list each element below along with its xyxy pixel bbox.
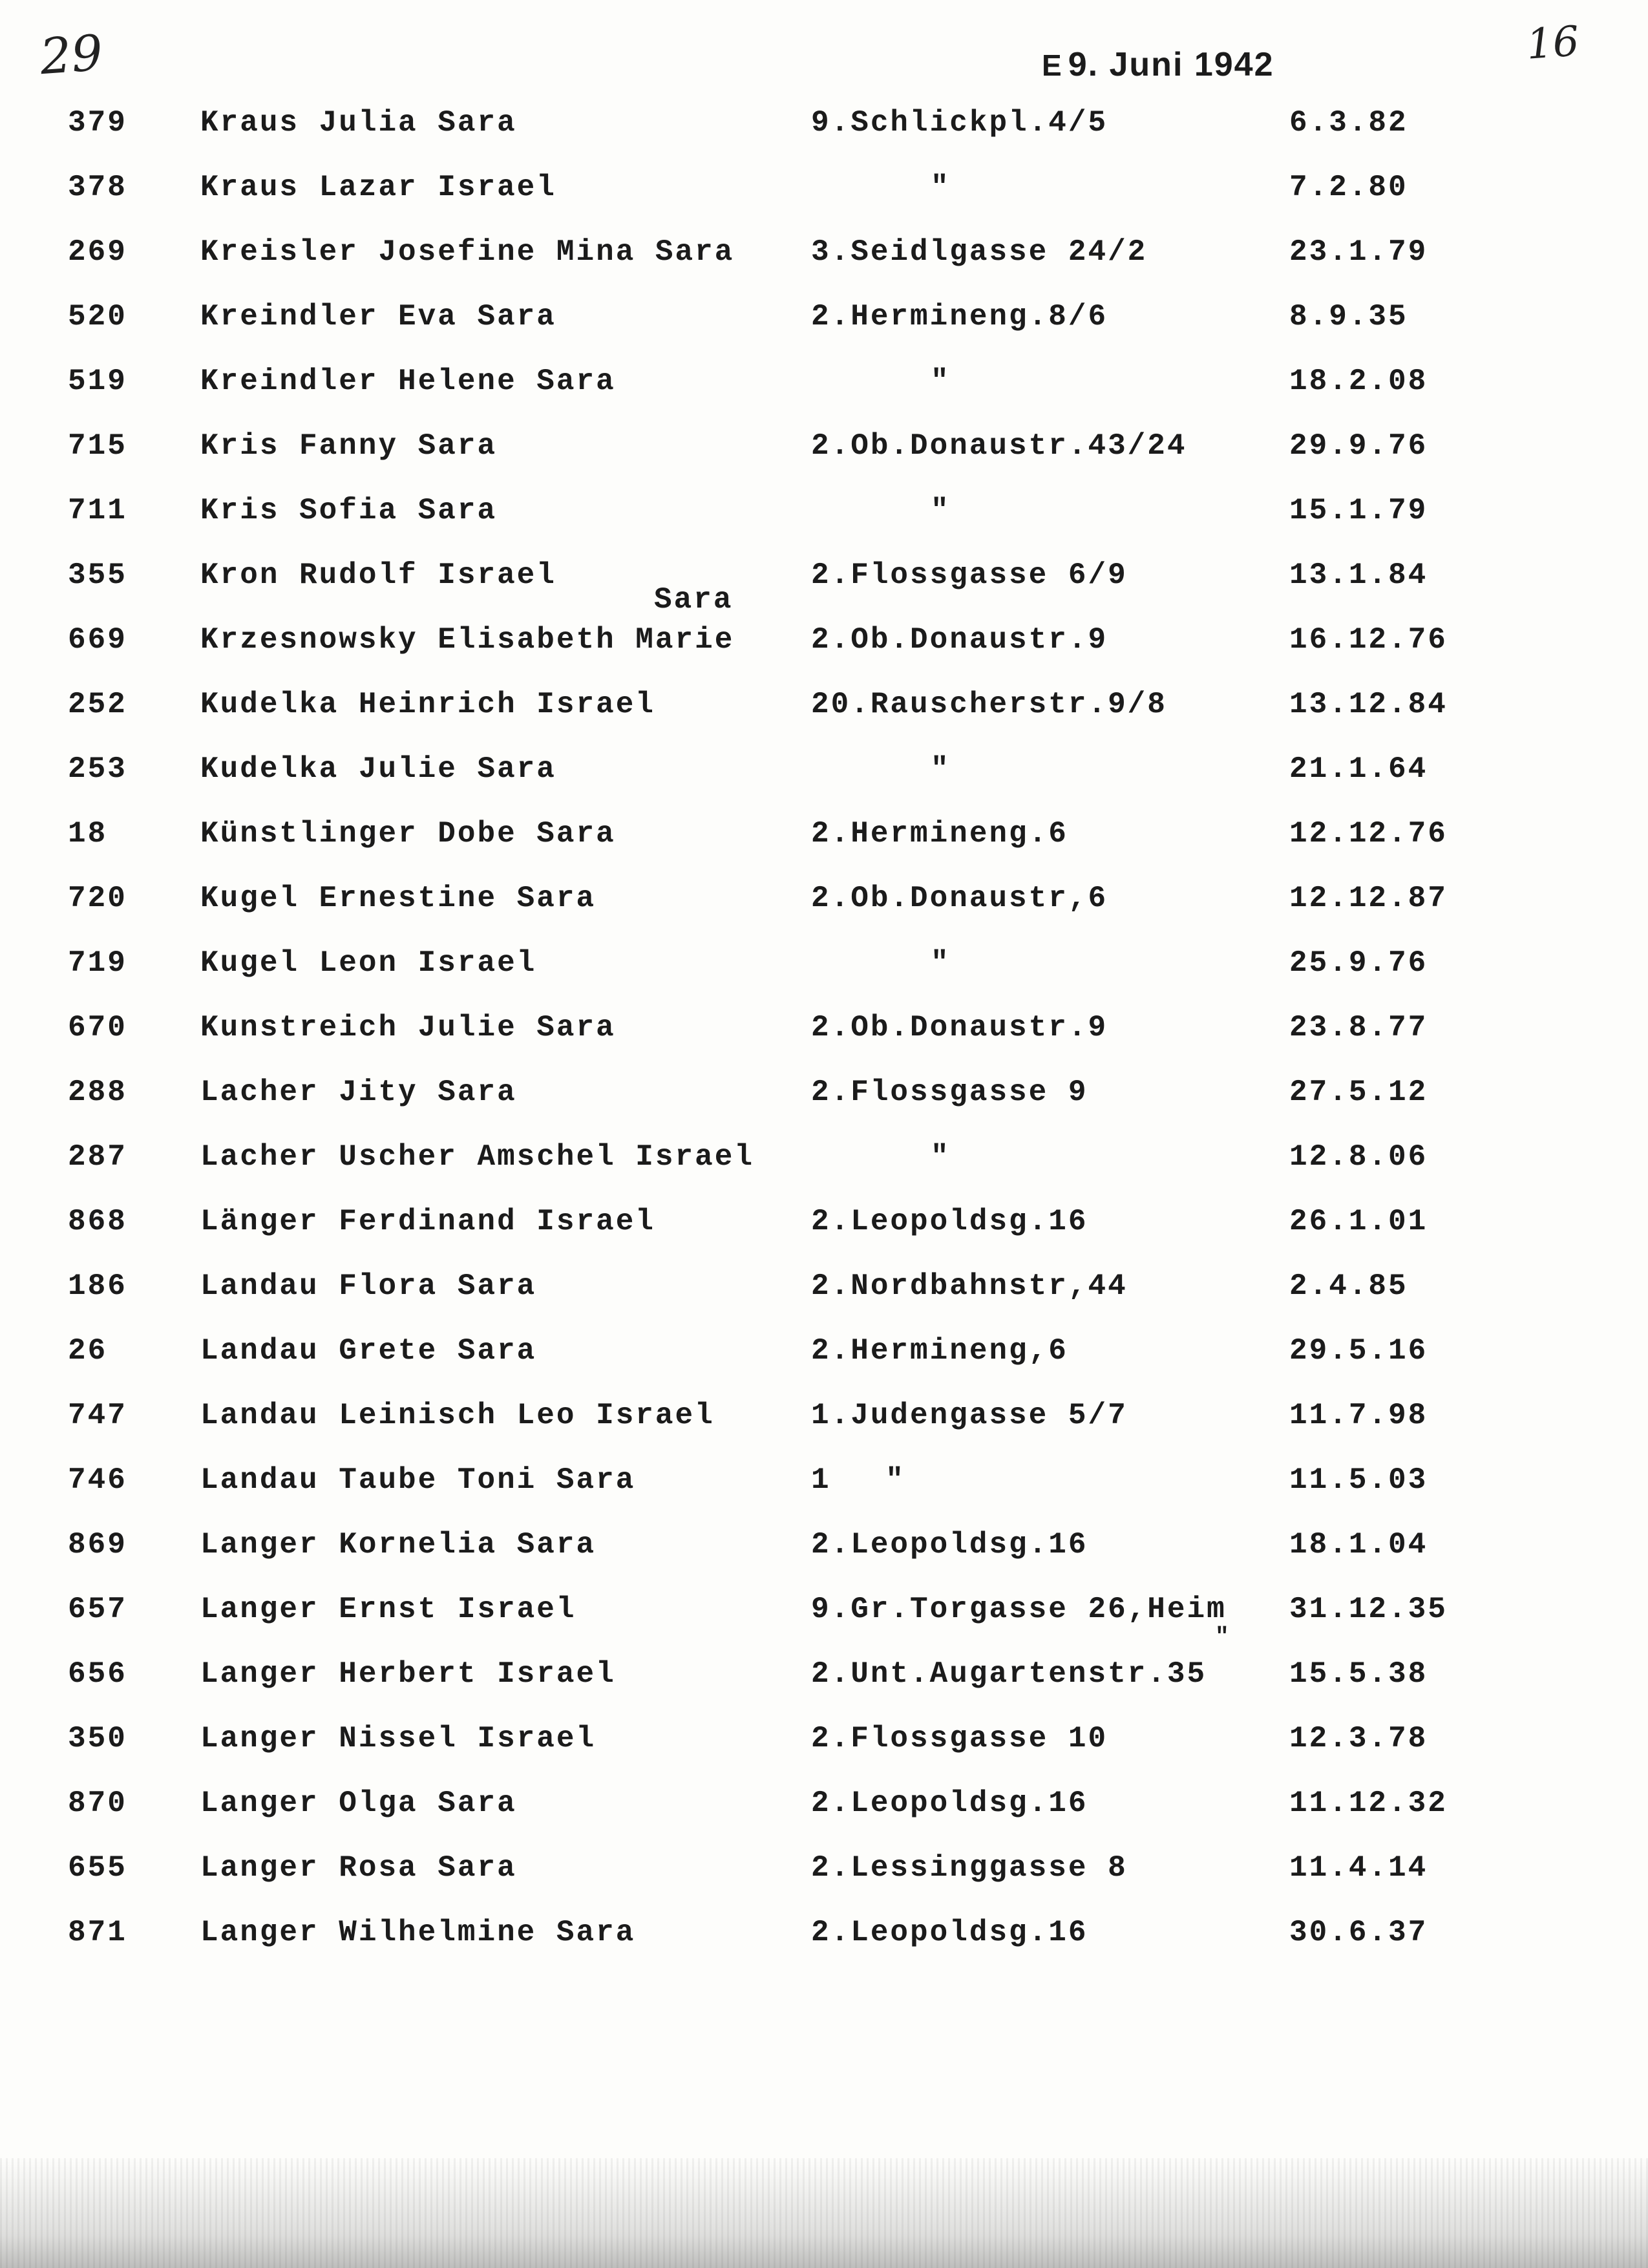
register-row (0, 1907, 1648, 1958)
row-number: 186 (68, 1269, 127, 1303)
person-name: Langer Ernst Israel (200, 1593, 576, 1626)
register-row (0, 420, 1648, 472)
register-row (0, 937, 1648, 989)
stamp-mark: E (1042, 48, 1063, 82)
register-row (0, 1584, 1648, 1635)
register-row (0, 679, 1648, 730)
person-name: Langer Kornelia Sara (200, 1528, 597, 1562)
register-row (0, 1454, 1648, 1506)
person-name: Kunstreich Julie Sara (200, 1011, 616, 1044)
row-number: 656 (68, 1657, 127, 1691)
person-name: Langer Herbert Israel (200, 1657, 616, 1691)
address: 20.Rauscherstr.9/8 (811, 688, 1167, 721)
row-number: 669 (68, 623, 127, 657)
birth-date: 27.5.12 (1289, 1076, 1428, 1109)
address: 2.Ob.Donaustr.9 (811, 623, 1108, 657)
row-number: 288 (68, 1076, 127, 1109)
row-number: 253 (68, 752, 127, 786)
register-row (0, 485, 1648, 536)
person-name: Kraus Lazar Israel (200, 171, 556, 204)
row-number: 868 (68, 1205, 127, 1238)
register-row (0, 226, 1648, 278)
register-row (0, 1002, 1648, 1054)
address: 2.Leopoldsg.16 (811, 1786, 1088, 1820)
row-number: 711 (68, 494, 127, 527)
person-name: Langer Wilhelmine Sara (200, 1916, 636, 1949)
register-row (0, 97, 1648, 149)
register-row (0, 355, 1648, 407)
birth-date: 29.9.76 (1289, 429, 1428, 463)
birth-date: 18.2.08 (1289, 365, 1428, 398)
row-number: 870 (68, 1786, 127, 1820)
birth-date: 11.5.03 (1289, 1463, 1428, 1497)
person-name: Kugel Ernestine Sara (200, 882, 597, 915)
register-row (0, 291, 1648, 343)
row-number: 520 (68, 300, 127, 334)
address: 9.Gr.Torgasse 26,Heim (811, 1593, 1227, 1626)
birth-date: 12.8.06 (1289, 1140, 1428, 1174)
address: 2.Hermineng.8/6 (811, 300, 1108, 334)
birth-date: 7.2.80 (1289, 171, 1408, 204)
birth-date: 12.12.76 (1289, 817, 1448, 851)
birth-date: 30.6.37 (1289, 1916, 1428, 1949)
address: 2.Lessinggasse 8 (811, 1851, 1128, 1885)
row-number: 350 (68, 1722, 127, 1755)
handwritten-page-number: 29 (38, 23, 105, 86)
address: 1 " (811, 1463, 923, 1497)
address: 3.Seidlgasse 24/2 (811, 235, 1148, 269)
register-row (0, 614, 1648, 666)
row-number: 26 (68, 1334, 108, 1368)
person-name: Lacher Jity Sara (200, 1076, 517, 1109)
date-stamp (1042, 45, 1274, 84)
register-row (0, 1842, 1648, 1894)
birth-date: 25.9.76 (1289, 946, 1428, 980)
stamp-date: 9. Juni 1942 (1068, 46, 1274, 83)
address: " (931, 171, 951, 204)
scan-edge (0, 2158, 1648, 2268)
register-row (0, 1648, 1648, 1700)
address: 2.Flossgasse 10 (811, 1722, 1108, 1755)
birth-date: 12.3.78 (1289, 1722, 1428, 1755)
register-row (0, 873, 1648, 924)
person-name: Kron Rudolf Israel (200, 558, 556, 592)
birth-date: 23.8.77 (1289, 1011, 1428, 1044)
birth-date: 13.1.84 (1289, 558, 1428, 592)
person-name: Landau Grete Sara (200, 1334, 537, 1368)
address: 2.Ob.Donaustr.9 (811, 1011, 1108, 1044)
birth-date: 11.7.98 (1289, 1399, 1428, 1432)
row-number: 719 (68, 946, 127, 980)
register-row (0, 1325, 1648, 1377)
birth-date: 18.1.04 (1289, 1528, 1428, 1562)
row-number: 670 (68, 1011, 127, 1044)
register-row (0, 1777, 1648, 1829)
address: 1.Judengasse 5/7 (811, 1399, 1128, 1432)
interlinear-note: Sara (654, 583, 734, 617)
birth-date: 2.4.85 (1289, 1269, 1408, 1303)
address: 2.Leopoldsg.16 (811, 1916, 1088, 1949)
register-row (0, 162, 1648, 213)
birth-date: 15.1.79 (1289, 494, 1428, 527)
address: " (931, 365, 951, 398)
row-number: 269 (68, 235, 127, 269)
address: 2.Hermineng,6 (811, 1334, 1068, 1368)
person-name: Landau Taube Toni Sara (200, 1463, 636, 1497)
row-number: 519 (68, 365, 127, 398)
register-row (0, 1066, 1648, 1118)
register-row (0, 1519, 1648, 1571)
register-row (0, 808, 1648, 860)
person-name: Kreindler Helene Sara (200, 365, 616, 398)
birth-date: 12.12.87 (1289, 882, 1448, 915)
address: 2.Leopoldsg.16 (811, 1205, 1088, 1238)
birth-date: 15.5.38 (1289, 1657, 1428, 1691)
person-name: Kugel Leon Israel (200, 946, 537, 980)
person-name: Krzesnowsky Elisabeth Marie (200, 623, 735, 657)
birth-date: 29.5.16 (1289, 1334, 1428, 1368)
row-number: 379 (68, 106, 127, 140)
birth-date: 11.4.14 (1289, 1851, 1428, 1885)
ditto-note: " (1215, 1624, 1229, 1650)
birth-date: 26.1.01 (1289, 1205, 1428, 1238)
row-number: 355 (68, 558, 127, 592)
row-number: 746 (68, 1463, 127, 1497)
address: " (931, 946, 951, 980)
register-row (0, 1196, 1648, 1247)
address: 2.Hermineng.6 (811, 817, 1068, 851)
row-number: 871 (68, 1916, 127, 1949)
address: " (931, 752, 951, 786)
birth-date: 13.12.84 (1289, 688, 1448, 721)
person-name: Künstlinger Dobe Sara (200, 817, 616, 851)
register-row (0, 743, 1648, 795)
birth-date: 23.1.79 (1289, 235, 1428, 269)
person-name: Kris Sofia Sara (200, 494, 498, 527)
row-number: 655 (68, 1851, 127, 1885)
person-name: Kudelka Julie Sara (200, 752, 556, 786)
birth-date: 11.12.32 (1289, 1786, 1448, 1820)
person-name: Länger Ferdinand Israel (200, 1205, 655, 1238)
person-name: Kris Fanny Sara (200, 429, 498, 463)
address: 9.Schlickpl.4/5 (811, 106, 1108, 140)
person-name: Kreisler Josefine Mina Sara (200, 235, 735, 269)
row-number: 18 (68, 817, 108, 851)
address: 2.Nordbahnstr,44 (811, 1269, 1128, 1303)
birth-date: 21.1.64 (1289, 752, 1428, 786)
row-number: 378 (68, 171, 127, 204)
address: 2.Flossgasse 9 (811, 1076, 1088, 1109)
register-row (0, 1260, 1648, 1312)
address: 2.Unt.Augartenstr.35 (811, 1657, 1207, 1691)
person-name: Landau Flora Sara (200, 1269, 537, 1303)
person-name: Landau Leinisch Leo Israel (200, 1399, 715, 1432)
row-number: 869 (68, 1528, 127, 1562)
handwritten-folio-number: 16 (1525, 17, 1581, 69)
birth-date: 6.3.82 (1289, 106, 1408, 140)
person-name: Langer Olga Sara (200, 1786, 517, 1820)
birth-date: 31.12.35 (1289, 1593, 1448, 1626)
register-row (0, 1713, 1648, 1765)
address: " (931, 494, 951, 527)
address: 2.Ob.Donaustr,6 (811, 882, 1108, 915)
person-name: Lacher Uscher Amschel Israel (200, 1140, 754, 1174)
row-number: 715 (68, 429, 127, 463)
address: 2.Flossgasse 6/9 (811, 558, 1128, 592)
birth-date: 8.9.35 (1289, 300, 1408, 334)
person-name: Kudelka Heinrich Israel (200, 688, 655, 721)
register-row (0, 1131, 1648, 1183)
person-name: Langer Rosa Sara (200, 1851, 517, 1885)
address: 2.Ob.Donaustr.43/24 (811, 429, 1187, 463)
row-number: 252 (68, 688, 127, 721)
birth-date: 16.12.76 (1289, 623, 1448, 657)
row-number: 657 (68, 1593, 127, 1626)
row-number: 747 (68, 1399, 127, 1432)
person-name: Kraus Julia Sara (200, 106, 517, 140)
person-name: Langer Nissel Israel (200, 1722, 597, 1755)
register-row (0, 1390, 1648, 1441)
row-number: 720 (68, 882, 127, 915)
person-name: Kreindler Eva Sara (200, 300, 556, 334)
address: 2.Leopoldsg.16 (811, 1528, 1088, 1562)
address: " (931, 1140, 951, 1174)
register-row (0, 549, 1648, 601)
row-number: 287 (68, 1140, 127, 1174)
